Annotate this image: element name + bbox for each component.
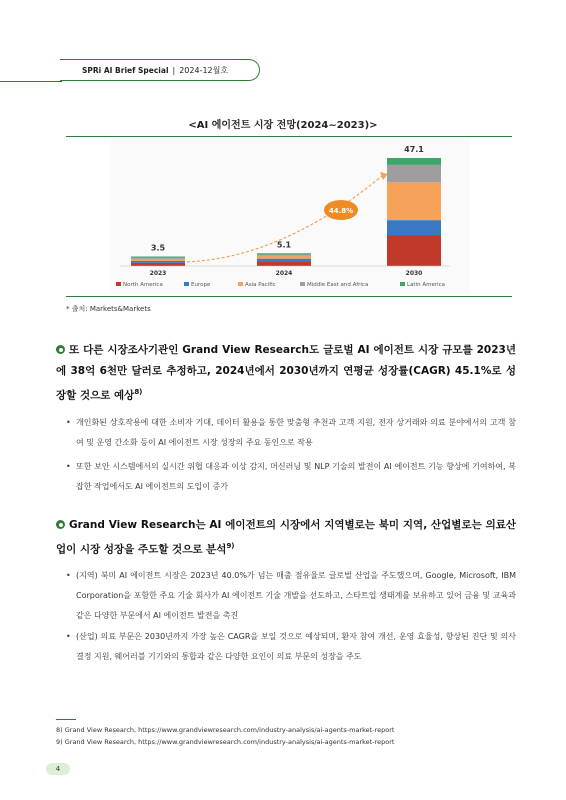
total-label-2024: 5.1 [276,240,292,250]
section-1-heading-text: 또 다른 시장조사기관인 Grand View Research도 글로벌 AI 에이전트 시장 규모를 2023년에 38억 6천만 달러로 추정하고, 2024년에서 2030년까지 연평균 성장률(CAGR) 45.1%로 성장할 것으로 예상 [56,344,516,402]
legend-swatch-asia-pacific [238,282,243,286]
bar-2024-north-america [257,261,311,266]
legend-label-middle-east-and-africa: Middle East and Africa [307,282,369,288]
section-2-item-2-text: (산업) 의료 부문은 2030년까지 가장 높은 CAGR을 보일 것으로 예상되며, 환자 참여 개선, 운영 효율성, 향상된 진단 및 의사 결정 지원, 웨어러블 기기와의 통합과 같은 다양한 요인이 의료 부문의 성장을 주도 [76,632,516,661]
figure-source: * 출처: Markets&Markets [66,305,151,313]
header-rule [0,81,62,82]
legend-label-latin-america: Latin America [407,282,446,288]
figure-top-rule [66,136,512,137]
footnote-8: 8) Grand View Research, https://www.grandviewresearch.com/industry-analysis/ai-agents-market-report [56,726,395,734]
legend-label-asia-pacific: Asia Pacific [245,282,276,288]
section-1-item-1-text: 개인화된 상호작용에 대한 소비자 기대, 데이터 활용을 통한 맞춤형 추천과 고객 지원, 전자 상거래와 의료 분야에서의 고객 참여 및 운영 간소화 등이 AI 에이전트 시장 성장의 주요 동인으로 작용 [76,418,516,447]
bullet-dot: • [66,418,71,427]
category-label-2023: 2023 [149,270,167,277]
section-1-ref: 8) [134,388,143,396]
section-2-heading [56,515,516,561]
bullet-dot: • [66,462,71,471]
issue-date: 2024-12월호 [179,65,229,75]
bar-2023-north-america [131,263,185,266]
total-label-2023: 3.5 [150,243,166,253]
legend-swatch-north-america [116,282,121,286]
bar-2030-asia-pacific [387,182,441,220]
bar-2023-asia-pacific [131,259,185,261]
section-1-item-2 [66,457,516,497]
bullet-dot: • [66,571,71,580]
legend-swatch-latin-america [400,282,405,286]
footnote-rule [56,719,76,720]
section-2-item-1 [66,566,516,626]
bar-2023-latin-america [131,256,185,257]
section-2-item-1-text: (지역) 북미 AI 에이전트 시장은 2023년 40.0%가 넘는 매출 점유율로 글로벌 산업을 주도했으며, Google, Microsoft, IBM Corporation을 포함한 주요 기술 회사가 AI 에이전트 기술 개발을 선도하고, 스타트업 생태계를 보유하고 있어 금융 및 교육과 같은 다양한 부문에서 AI 에이전트 발전을 촉진 [76,571,516,620]
circle-bullet-icon [56,520,65,529]
section-1-item-2-text: 또한 보안 시스템에서의 실시간 위협 대응과 이상 감지, 머신러닝 및 NLP 기술의 발전이 AI 에이전트 기능 향상에 기여하여, 복잡한 작업에서도 AI 에이전트의 도입이 증가 [76,462,516,491]
legend-label-europe: Europe [191,282,211,288]
category-label-2024: 2024 [275,270,293,277]
bar-2023-middle-east-and-africa [131,258,185,259]
bar-2030-north-america [387,235,441,266]
bar-2023-europe [131,261,185,263]
bar-2024-latin-america [257,253,311,254]
section-1-heading [56,340,516,407]
market-forecast-chart [110,138,470,294]
header-pill [60,59,260,81]
total-label-2030: 47.1 [404,145,424,154]
publication-name: SPRi AI Brief Special [82,65,169,75]
bullet-dot: • [66,632,71,641]
section-1-item-1 [66,413,516,453]
section-2-item-2 [66,627,516,667]
footnote-9: 9) Grand View Research, https://www.grandviewresearch.com/industry-analysis/ai-agents-market-report [56,738,395,746]
figure-bottom-rule [66,296,512,297]
bar-2024-asia-pacific [257,256,311,259]
bar-2030-latin-america [387,158,441,165]
cagr-label: 44.8% [328,207,354,215]
bar-2024-europe [257,259,311,262]
circle-bullet-icon [56,345,65,354]
legend-swatch-europe [184,282,189,286]
legend-swatch-middle-east-and-africa [300,282,305,286]
bar-2024-middle-east-and-africa [257,254,311,255]
legend-label-north-america: North America [123,282,163,288]
section-2-heading-text: Grand View Research는 AI 에이전트의 시장에서 지역별로는 북미 지역, 산업별로는 의료산업이 시장 성장을 주도할 것으로 분석 [56,519,516,556]
category-label-2030: 2030 [405,270,423,277]
figure-title: <AI 에이전트 시장 전망(2024~2023)> [188,120,378,131]
bar-2030-middle-east-and-africa [387,165,441,182]
header-separator: | [172,65,176,75]
bar-2030-europe [387,220,441,235]
section-2-ref: 9) [226,542,235,550]
page-number: 4 [46,763,70,775]
